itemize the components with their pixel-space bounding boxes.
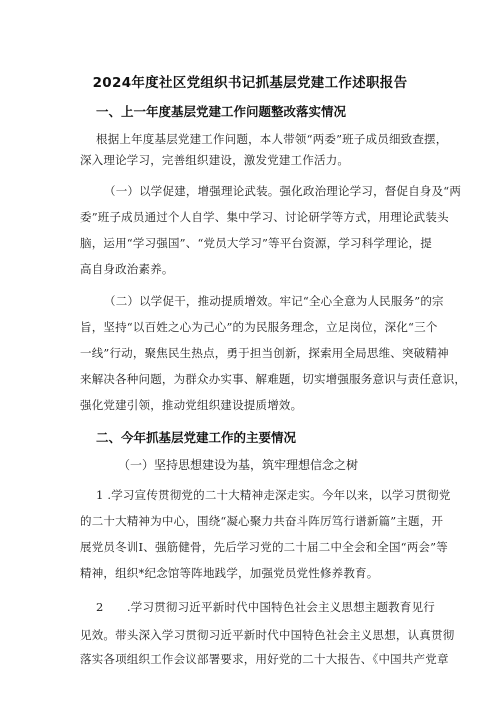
paragraph-line: 见效。带头深入学习贯彻习近平新时代中国特色社会主义思想，认真贯彻 [80,628,455,642]
paragraph-line: 落实各项组织工作会议部署要求，用好党的二十大报告、《中国共产党章 [80,652,449,666]
paragraph-line: 高自身政治素养。 [80,262,174,276]
paragraph-line: 精神，组织*纪念馆等阵地践学，加强党员党性修养教育。 [80,566,379,580]
section1-heading: 一、上一年度基层党建工作问题整改落实情况 [96,104,347,119]
paragraph-line: 来解决各种问题，为群众办实事、解难题，切实增强服务意识与责任意识， [80,372,467,386]
paragraph-line: 的二十大精神为中心，围绕“凝心聚力共奋斗阵厉笃行谱新篇”主题，开 [80,514,444,528]
paragraph-line: 深入理论学习，完善组织建设，激发党建工作活力。 [80,153,350,167]
paragraph-line: （一）以学促建，增强理论武装。强化政治理论学习，督促自身及“两 [104,184,462,198]
paragraph-line: 强化党建引领，推动党组织建设提质增效。 [80,398,303,412]
paragraph-line: 1 .学习宣传贯彻党的二十大精神走深走实。今年以来，以学习贯彻党 [96,488,451,502]
paragraph-line: 一线”行动，聚焦民生热点，勇于担当创新，探索用全局思维、突破精神 [80,346,449,360]
subsection-heading: （一）坚持思想建设为基，筑牢理想信念之树 [118,458,359,472]
paragraph-line: 委”班子成员通过个人自学、集中学习、讨论研学等方式，用理论武装头 [80,210,449,224]
document-title: 2024年度社区党组织书记抓基层党建工作述职报告 [92,75,408,91]
paragraph-line: 根据上年度基层党建工作问题，本人带领“两委”班子成员细致查摆， [96,132,448,146]
paragraph-line: 展党员冬训I、强筋健骨，先后学习党的二十届二中全会和全国“两会”等 [80,540,448,554]
paragraph-line: 旨，坚持“以百姓之心为己心”的为民服务理念，立足岗位，深化“三个 [80,320,438,334]
paragraph-line: 2 .学习贯彻习近平新时代中国特色社会主义思想主题教育见行 [96,600,435,614]
paragraph-line: （二）以学促干，推动提质增效。牢记“全心全意为人民服务”的宗 [104,294,444,308]
section2-heading: 二、今年抓基层党建工作的主要情况 [96,430,297,445]
paragraph-line: 脑，运用“学习强国”、“党员大学习”等平台资源，学习科学理论，提 [80,236,432,250]
